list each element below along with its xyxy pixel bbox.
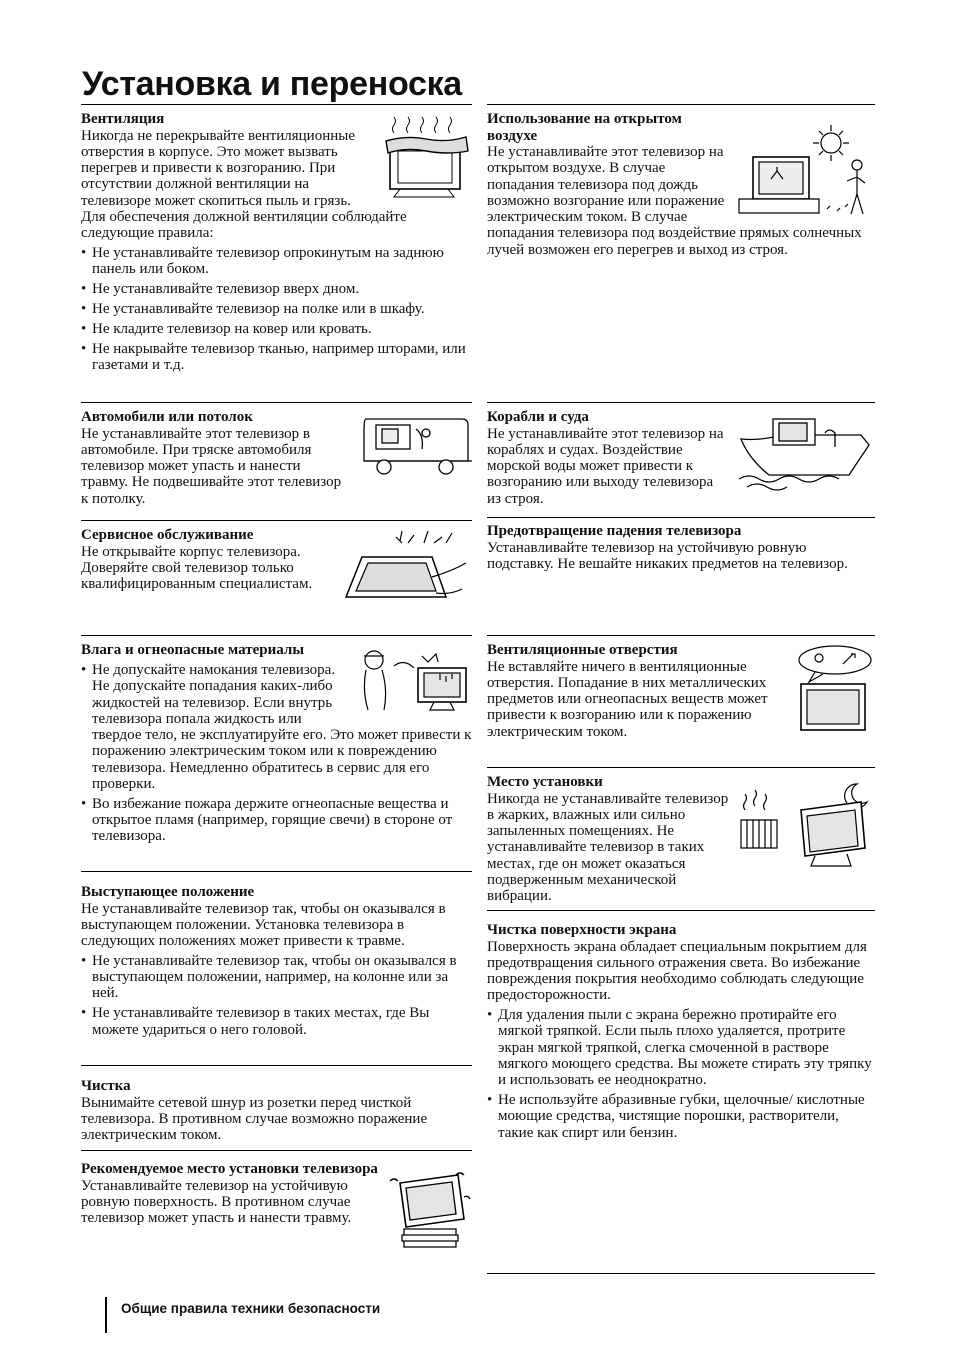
column-bottom-rule [487,1273,875,1274]
list-item: • Не устанавливайте телевизор вверх дном. [81,281,472,297]
page-footer: Общие правила техники безопасности [121,1301,381,1316]
page-title: Установка и переноска [82,65,462,103]
screen-text: Поверхность экрана обладает специальным покрытием для предотвращения сильного отражения света. Во избежание повреждения покрытия необходимо соблюдать следующие предосторожности. [487,938,867,1004]
list-item: • Не устанавливайте телевизор так, чтобы он оказывался в выступающем положении, например, на колонне или за ней. [81,953,472,1002]
section-outdoor [487,104,875,258]
list-item: • Во избежание пожара держите огнеопасные вещества и открытое пламя (например, горящие свечи) в стороне от телевизора. [81,796,472,845]
list-item: • Не допускайте намокания телевизора. Не допускайте попадания каких-либо жидкостей на телевизор. Если внутрь телевизора попала жидкость или твердое тело, не эксплуатируйте его. Это может привести к поражению электрическим током или к повреждению телевизора. Немедленно обратитесь в сервис для его проверки. [81,662,472,792]
screen-list [487,1007,875,1141]
service-heading: Сервисное обслуживание [81,527,254,543]
section-ships [487,402,875,507]
recommended-heading: Рекомендуемое место установки телевизора [81,1161,378,1177]
service-text: Не открывайте корпус телевизора. Доверяйте свой телевизор только квалифицированным специалистам. [81,543,313,593]
footer-bar [105,1297,107,1333]
tv-outdoors-sun-icon [735,121,875,225]
cleaning-heading: Чистка [81,1078,131,1094]
location-heading: Место установки [487,774,603,790]
recommended-text: Устанавливайте телевизор на устойчивую ровную поверхность. В противном случае телевизор может упасть и нанести травму. [81,1177,352,1227]
moisture-heading: Влага и огнеопасные материалы [81,642,305,658]
cars-text: Не устанавливайте этот телевизор в автомобиле. При тряске автомобиля телевизор может упасть и нанести травму. Не подвешивайте этот телевизор к потолку. [81,425,342,507]
location-illustration [735,776,875,872]
ventilation-list [81,245,472,373]
vents-heading: Вентиляционные отверстия [487,642,678,658]
camper-van-icon [356,409,472,481]
list-item: • Не устанавливайте телевизор в таких местах, где Вы можете удариться о него головой. [81,1005,472,1038]
section-cleaning [81,1065,472,1143]
vents-text: Не вставляйте ничего в вентиляционные отверстия. Попадание в них металлических предметов или огнеопасных веществ может привести к возгоранию или к поражению электрическим током. [487,658,768,740]
boat-icon [735,409,875,491]
service-illustration [332,527,472,613]
outdoor-heading: Использование на открытом воздухе [487,111,682,144]
falling-heading: Предотвращение падения телевизора [487,523,742,539]
section-location [487,767,875,905]
list-item: • Не устанавливайте телевизор опрокинутым на заднюю панель или боком. [81,245,472,278]
section-vents [487,635,875,740]
list-item: • Не используйте абразивные губки, щелочные/ кислотные моющие средства, чистящие порошки, растворители, такие как спирт или бензин. [487,1092,875,1141]
opened-tv-sparks-icon [332,527,472,613]
heater-tv-sun-icon [735,776,875,872]
ventilation-text: Никогда не перекрывайте вентиляционные отверстия в корпусе. Это может вызвать перегрев и привести к возгоранию. При отсутствии должной вентиляции на телевизоре может скопиться пыль и грязь. Для обеспечения должной вентиляции соблюдайте следующие правила: [81,127,407,242]
section-service [81,520,472,613]
location-text: Никогда не устанавливайте телевизор в жарких, влажных или сильно запыленных помещениях. Не устанавливайте телевизор в таких местах, где он может оказаться подверженным механической вибрации. [487,790,729,905]
list-item: • Не устанавливайте телевизор на полке или в шкафу. [81,301,472,317]
tv-on-stack-icon [386,1167,472,1257]
section-recommended [81,1150,472,1257]
section-falling [487,517,875,572]
ships-heading: Корабли и суда [487,409,589,425]
section-protruding [81,871,472,1038]
list-item: • Для удаления пыли с экрана бережно протирайте его мягкой тряпкой. Если пыль плохо удаляется, протрите экран мягкой тряпкой, слегка смоченной в растворе мягкого моющего средства. Вы можете стирать эту тряпку и использовать ее неоднократно. [487,1007,875,1088]
ships-text: Не устанавливайте этот телевизор на кораблях и судах. Воздействие морской воды может привести к возгоранию или выходу телевизора из строя. [487,425,724,507]
section-moisture [81,635,472,845]
covered-tv-icon [380,111,472,203]
protruding-text: Не устанавливайте телевизор так, чтобы он оказывался в выступающем положении. Установка телевизора в следующих положениях может привести к травме. [81,900,446,950]
ships-illustration [735,409,875,491]
cars-heading: Автомобили или потолок [81,409,253,425]
falling-text: Устанавливайте телевизор на устойчивую ровную подставку. Не вешайте никаких предметов на телевизор. [487,539,848,572]
outdoor-text: Не устанавливайте этот телевизор на открытом воздухе. В случае попадания телевизора под дождь возможно возгорание или поражение электрическим током. В случае попадания телевизора под воздействие прямых солнечных лучей возможен его перегрев и выход из строя. [487,144,862,258]
objects-into-vents-icon [795,644,875,740]
covered-tv-illustration [380,111,472,203]
list-item: • Не накрывайте телевизор тканью, например шторами, или газетами и т.д. [81,341,472,374]
vents-illustration [795,644,875,740]
screen-heading: Чистка поверхности экрана [487,922,677,938]
section-ventilation [81,104,472,373]
car-illustration [356,409,472,481]
list-item: • Не кладите телевизор на ковер или кровать. [81,321,472,337]
section-screen [487,910,875,1141]
ventilation-heading: Вентиляция [81,111,165,127]
protruding-list [81,953,472,1038]
moisture-list [81,662,472,845]
outdoor-illustration [735,121,875,225]
cleaning-text: Вынимайте сетевой шнур из розетки перед чисткой телевизора. В противном случае возможно поражение электрическим током. [81,1094,428,1144]
section-cars [81,402,472,507]
protruding-heading: Выступающее положение [81,884,255,900]
recommended-illustration [386,1167,472,1257]
